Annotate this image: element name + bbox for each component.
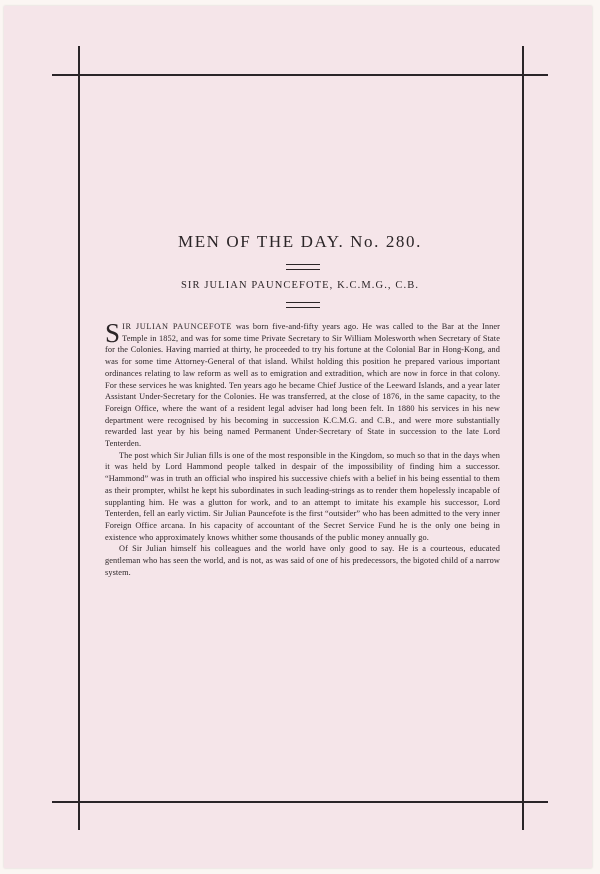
paragraph-3: Of Sir Julian himself his colleagues and the world have only good to say. He is a courteous, educated gentleman who has seen the world, and is not, as was said of one of his predecessors, the bigoted child of a narrow system. bbox=[105, 544, 500, 577]
subtitle-divider bbox=[286, 302, 320, 308]
paragraph-1-text: was born five-and-fifty years ago. He was called to the Bar at the Inner Temple in 1852, and was for some time Private Secretary to Sir William Molesworth when Secretary of State for the Colonies. Having married at thirty, he proceeded to try his fortune at the Colonial Bar in Hong-Kong, and was for some time Attorney-General of that island. Whilst holding this position he prepared various important ordinances relating to law reform as well as to emigration and extradition, which are now in force in that colony. For these services he was knighted. Ten years ago he became Chief Justice of the Leeward Islands, and a year later Assistant Under-Secretary for the Colonies. He was transferred, at the close of 1876, in the same capacity, to the Foreign Office, where the want of a resident legal adviser had long been felt. In 1880 his services in his new department were recognised by his becoming in succession K.C.M.G. and C.B., and were more substantially rewarded last year by his being named Permanent Under-Secretary of State in succession to the late Lord Tenterden. bbox=[105, 322, 500, 449]
right-border-rule bbox=[522, 46, 524, 830]
top-border-rule bbox=[52, 74, 548, 76]
drop-cap: S bbox=[105, 318, 121, 348]
subject-name: SIR JULIAN PAUNCEFOTE, K.C.M.G., C.B. bbox=[180, 280, 420, 291]
lead-in: IR JULIAN PAUNCEFOTE bbox=[122, 322, 233, 331]
paragraph-2: The post which Sir Julian fills is one of the most responsible in the Kingdom, so much so that in the days when it was held by Lord Hammond people talked in despair of the impossibility of finding him a successor. “Hammond” was in truth an official who inspired his successive chiefs with a belief in his being essential to them as their prompter, whilst he kept his subordinates in such leading-strings as to render them hopelessly incapable of supplanting him. He was a glutton for work, and to an attempt to imitate his example his successor, Lord Tenterden, fell an early victim. Sir Julian Pauncefote is the first “outsider” who has been admitted to the very inner Foreign Office arcana. In his capacity of accountant of the Secret Service Fund he is the only one being in existence who approximately knows whither some thousands of the public money annually go. bbox=[105, 450, 500, 542]
title-divider bbox=[286, 264, 320, 270]
article-body bbox=[105, 318, 500, 578]
paragraph-1 bbox=[105, 318, 500, 450]
bottom-border-rule bbox=[52, 801, 548, 803]
left-border-rule bbox=[78, 46, 80, 830]
page-title: MEN OF THE DAY. No. 280. bbox=[177, 232, 422, 251]
